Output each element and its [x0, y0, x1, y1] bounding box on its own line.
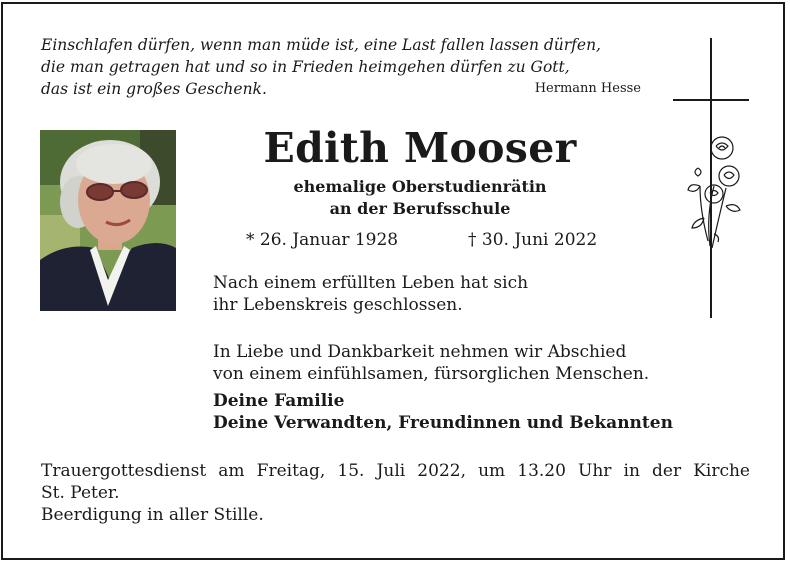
quote-author: Hermann Hesse	[534, 81, 641, 96]
deceased-title	[200, 176, 640, 220]
text1-line-2: ihr Lebenskreis geschlossen.	[213, 295, 463, 315]
deceased-name: Edith Mooser	[263, 124, 577, 172]
text2-line-1: In Liebe und Dankbarkeit nehmen wir Abschied	[213, 342, 627, 362]
text1-line-1: Nach einem erfüllten Leben hat sich	[213, 273, 529, 293]
signature-line-2: Deine Verwandten, Freundinnen und Bekannten	[213, 413, 673, 433]
footer-line-3: Beerdigung in aller Stille.	[41, 505, 264, 525]
footer-line-1: Trauergottesdienst am Freitag, 15. Juli 2022, um 13.20 Uhr in der Kirche	[41, 461, 750, 481]
title-line-1: ehemalige Oberstudienrätin	[293, 177, 547, 196]
signature-line-1: Deine Familie	[213, 391, 345, 411]
service-info	[41, 460, 750, 526]
text-paragraph-2	[213, 341, 649, 385]
quote-block	[41, 34, 641, 100]
text2-line-2: von einem einfühlsamen, fürsorglichen Menschen.	[213, 364, 650, 384]
death-date: † 30. Juni 2022	[468, 230, 598, 250]
quote-line-3: das ist ein großes Geschenk.	[41, 80, 267, 98]
quote-line-2: die man getragen hat und so in Frieden heimgehen dürfen zu Gott,	[41, 58, 570, 76]
signature-block	[213, 390, 673, 434]
title-line-2: an der Berufsschule	[329, 199, 511, 218]
text-paragraph-1	[213, 272, 528, 316]
birth-date: * 26. Januar 1928	[246, 230, 399, 250]
cross-with-roses-icon	[670, 36, 754, 322]
footer-line-2: St. Peter.	[41, 483, 120, 503]
quote-line-1: Einschlafen dürfen, wenn man müde ist, eine Last fallen lassen dürfen,	[41, 36, 601, 54]
portrait-photo	[40, 130, 176, 311]
